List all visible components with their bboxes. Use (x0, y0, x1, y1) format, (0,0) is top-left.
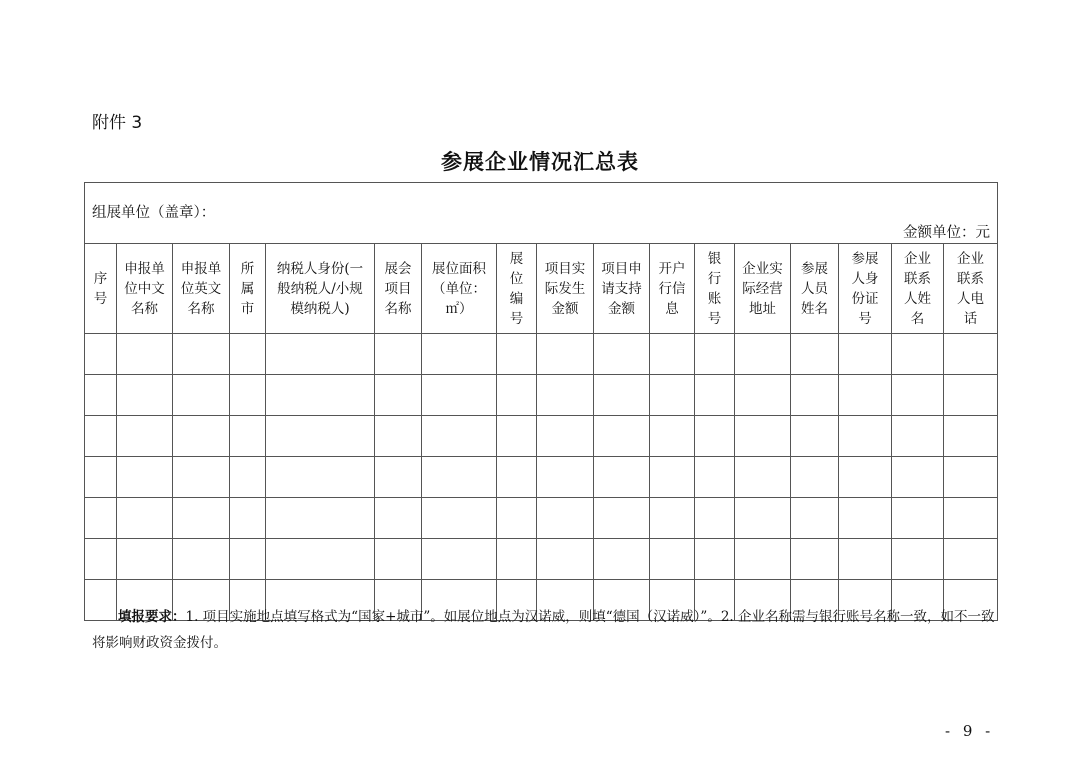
table-cell[interactable] (650, 375, 695, 416)
column-header: 银 行 账 号 (695, 244, 735, 334)
table-cell[interactable] (892, 416, 944, 457)
table-cell[interactable] (422, 457, 497, 498)
column-header: 项目实 际发生 金额 (537, 244, 594, 334)
table-cell[interactable] (695, 334, 735, 375)
table-cell[interactable] (791, 539, 839, 580)
table-cell[interactable] (266, 375, 375, 416)
table-cell[interactable] (791, 457, 839, 498)
column-header: 项目申 请支持 金额 (594, 244, 650, 334)
table-cell[interactable] (173, 416, 230, 457)
table-cell[interactable] (650, 416, 695, 457)
table-cell[interactable] (422, 334, 497, 375)
table-cell[interactable] (117, 539, 173, 580)
table-row (85, 334, 998, 375)
amount-unit-label: 金额单位：元 (903, 225, 991, 241)
table-cell[interactable] (839, 416, 892, 457)
table-cell[interactable] (650, 334, 695, 375)
table-cell[interactable] (594, 539, 650, 580)
table-cell[interactable] (839, 498, 892, 539)
table-cell[interactable] (650, 457, 695, 498)
table-cell[interactable] (735, 498, 791, 539)
summary-table (84, 182, 998, 621)
table-cell[interactable] (85, 416, 117, 457)
table-cell[interactable] (375, 375, 422, 416)
table-cell[interactable] (944, 498, 998, 539)
table-row (85, 539, 998, 580)
table-cell[interactable] (117, 457, 173, 498)
table-cell[interactable] (735, 457, 791, 498)
table-cell[interactable] (735, 416, 791, 457)
table-cell[interactable] (735, 334, 791, 375)
table-cell[interactable] (422, 375, 497, 416)
column-header: 展位面积 （单位： ㎡） (422, 244, 497, 334)
table-row (85, 457, 998, 498)
table-cell[interactable] (791, 498, 839, 539)
column-header: 企业 联系 人姓 名 (892, 244, 944, 334)
table-cell[interactable] (695, 498, 735, 539)
page-title: 参展企业情况汇总表 (441, 149, 639, 174)
table-row (85, 416, 998, 457)
table-cell[interactable] (230, 498, 266, 539)
column-header: 纳税人身份(一 般纳税人/小规 模纳税人) (266, 244, 375, 334)
table-cell[interactable] (650, 498, 695, 539)
note-text: 1. 项目实施地点填写格式为“国家+城市”。如展位地点为汉诺威，则填“德国（汉诺威）”。2. 企业名称需与银行账号名称一致，如不一致将影响财政资金拨付。 (92, 609, 995, 651)
column-header: 展会 项目 名称 (375, 244, 422, 334)
table-cell[interactable] (695, 457, 735, 498)
table-cell[interactable] (85, 498, 117, 539)
table-cell[interactable] (497, 457, 537, 498)
table-cell[interactable] (537, 539, 594, 580)
table-cell[interactable] (944, 334, 998, 375)
table-cell[interactable] (791, 334, 839, 375)
table-cell[interactable] (839, 334, 892, 375)
table-cell[interactable] (375, 498, 422, 539)
table-cell[interactable] (594, 457, 650, 498)
fill-requirements-note (92, 604, 997, 656)
table-cell[interactable] (173, 375, 230, 416)
table-cell[interactable] (230, 457, 266, 498)
table-cell[interactable] (839, 457, 892, 498)
table-cell[interactable] (117, 498, 173, 539)
table-cell[interactable] (230, 334, 266, 375)
note-label: 填报要求： (118, 609, 186, 625)
table-cell[interactable] (650, 539, 695, 580)
table-cell[interactable] (537, 498, 594, 539)
table-cell[interactable] (266, 498, 375, 539)
table-cell[interactable] (85, 334, 117, 375)
table-cell[interactable] (839, 539, 892, 580)
table-cell[interactable] (594, 498, 650, 539)
table-row (85, 375, 998, 416)
table-cell[interactable] (537, 334, 594, 375)
table-cell[interactable] (173, 457, 230, 498)
table-cell[interactable] (422, 498, 497, 539)
table-cell[interactable] (375, 416, 422, 457)
table-cell[interactable] (375, 457, 422, 498)
table-cell[interactable] (117, 416, 173, 457)
table-cell[interactable] (230, 539, 266, 580)
column-header: 开户 行信 息 (650, 244, 695, 334)
table-cell[interactable] (266, 457, 375, 498)
table-cell[interactable] (791, 416, 839, 457)
organizer-label: 组展单位（盖章）： (92, 205, 216, 221)
table-cell[interactable] (944, 375, 998, 416)
table-cell[interactable] (892, 498, 944, 539)
table-cell[interactable] (497, 498, 537, 539)
table-cell[interactable] (944, 457, 998, 498)
attachment-label: 附件 3 (92, 113, 143, 133)
table-cell[interactable] (422, 539, 497, 580)
table-cell[interactable] (497, 416, 537, 457)
table-cell[interactable] (85, 457, 117, 498)
column-header: 企业实 际经营 地址 (735, 244, 791, 334)
table-info-row (85, 183, 998, 244)
table-cell[interactable] (695, 375, 735, 416)
column-header: 展 位 编 号 (497, 244, 537, 334)
column-header: 序 号 (85, 244, 117, 334)
table-cell[interactable] (892, 334, 944, 375)
table-cell[interactable] (944, 416, 998, 457)
table-row (85, 498, 998, 539)
table-cell[interactable] (85, 375, 117, 416)
table-cell[interactable] (266, 539, 375, 580)
table-cell[interactable] (173, 498, 230, 539)
table-cell[interactable] (735, 375, 791, 416)
table-cell[interactable] (266, 334, 375, 375)
column-header: 申报单 位英文 名称 (173, 244, 230, 334)
table-cell[interactable] (839, 375, 892, 416)
table-cell[interactable] (497, 375, 537, 416)
table-cell[interactable] (594, 334, 650, 375)
column-header: 申报单 位中文 名称 (117, 244, 173, 334)
column-header: 企业 联系 人电 话 (944, 244, 998, 334)
table-cell[interactable] (735, 539, 791, 580)
table-cell[interactable] (791, 375, 839, 416)
table-cell[interactable] (892, 375, 944, 416)
table-cell[interactable] (695, 416, 735, 457)
table-cell[interactable] (594, 375, 650, 416)
table-cell[interactable] (695, 539, 735, 580)
column-header: 参展 人员 姓名 (791, 244, 839, 334)
table-cell[interactable] (497, 539, 537, 580)
table-cell[interactable] (537, 457, 594, 498)
table-cell[interactable] (375, 539, 422, 580)
column-header: 参展 人身 份证 号 (839, 244, 892, 334)
table-cell[interactable] (173, 539, 230, 580)
table-cell[interactable] (594, 416, 650, 457)
table-cell[interactable] (230, 416, 266, 457)
table-cell[interactable] (230, 375, 266, 416)
table-header-row (85, 244, 998, 334)
table-cell[interactable] (117, 334, 173, 375)
column-header: 所 属 市 (230, 244, 266, 334)
table-cell[interactable] (892, 457, 944, 498)
table-cell[interactable] (422, 416, 497, 457)
table-cell[interactable] (85, 539, 117, 580)
table-cell[interactable] (892, 539, 944, 580)
table-cell[interactable] (375, 334, 422, 375)
table-cell[interactable] (537, 416, 594, 457)
table-cell[interactable] (266, 416, 375, 457)
table-cell[interactable] (944, 539, 998, 580)
table-cell[interactable] (497, 334, 537, 375)
table-cell[interactable] (117, 375, 173, 416)
table-cell[interactable] (173, 334, 230, 375)
table-cell[interactable] (537, 375, 594, 416)
page-number: - 9 - (945, 722, 995, 740)
